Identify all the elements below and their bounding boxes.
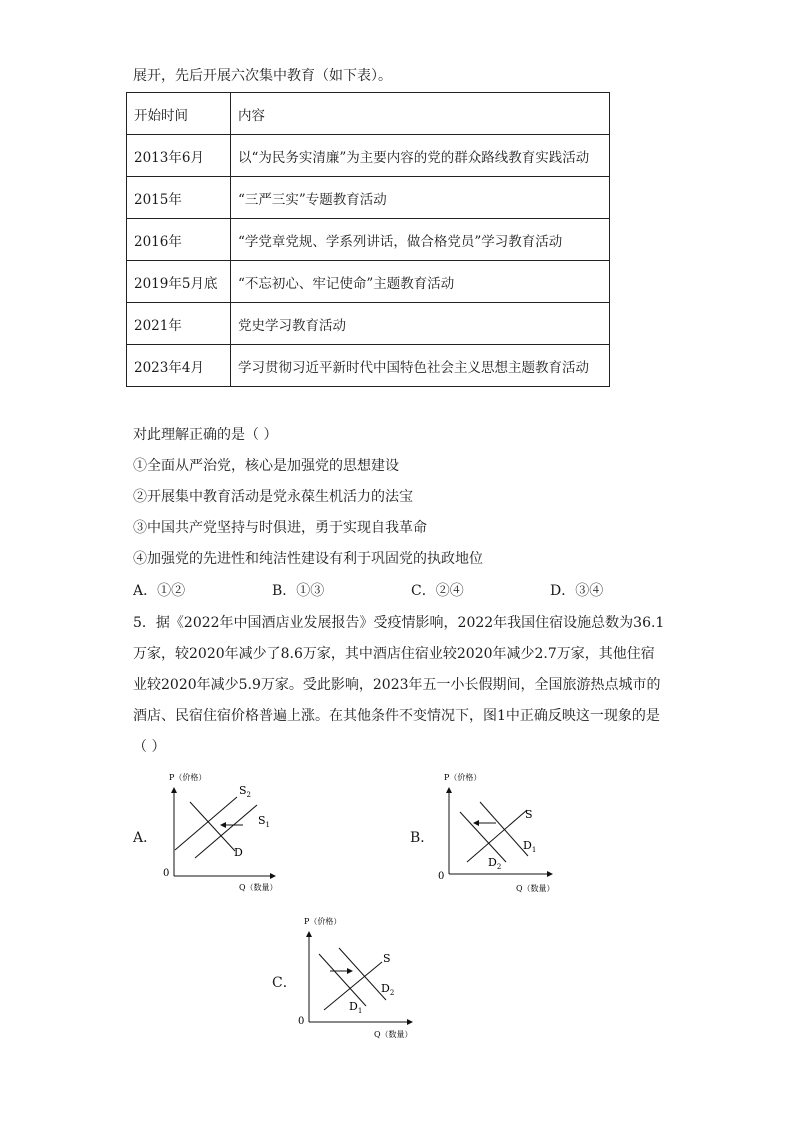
graph-a-origin: 0 (163, 868, 170, 879)
graph-c-label-d2: $D_2$ (381, 982, 395, 997)
cell-time: 2021年 (127, 303, 231, 345)
graph-a-curve-s1 (195, 805, 257, 858)
q5-line-4: 酒店、民宿住宿价格普遍上涨。在其他条件不变情况下，图1中正确反映这一现象的是 (133, 708, 660, 724)
graph-b-curve-d1 (480, 802, 528, 856)
cell-content: 党史学习教育活动 (231, 303, 610, 345)
graph-c-label-s: S (383, 952, 391, 965)
table-row (127, 135, 610, 177)
q4-stem: 对此理解正确的是（ ） (133, 427, 278, 443)
table-header-row (127, 93, 610, 135)
q5-line-2: 万家，较2020年减少了8.6万家，其中酒店住宿业较2020年减少2.7万家，其他住宿 (133, 646, 655, 662)
q4-statement-4: ④加强党的先进性和纯洁性建设有利于巩固党的执政地位 (133, 551, 483, 567)
cell-time: 2019年5月底 (127, 261, 231, 303)
graph-c-y-label: P（价格） (304, 917, 342, 926)
q5-line-5: （ ） (133, 739, 166, 755)
graph-c-label-d1: $D_1$ (349, 1000, 363, 1015)
q4-statement-1: ①全面从严治党，核心是加强党的思想建设 (133, 458, 399, 474)
intro-text: 展开，先后开展六次集中教育（如下表）。 (133, 68, 392, 84)
table-row (127, 219, 610, 261)
graph-b-label-s: S (525, 808, 533, 821)
table-row (127, 345, 610, 387)
graph-b-curve-d2 (460, 812, 506, 862)
q4-option-c[interactable]: C．②④ (411, 583, 464, 599)
q4-statement-2: ②开展集中教育活动是党永葆生机活力的法宝 (133, 489, 413, 505)
q4-option-b[interactable]: B．①③ (272, 583, 325, 599)
cell-content: “学党章党规、学系列讲话，做合格党员”学习教育活动 (231, 219, 610, 261)
table-row (127, 261, 610, 303)
graph-b-x-label: Q（数量） (516, 884, 555, 893)
cell-content: 以“为民务实清廉”为主要内容的党的群众路线教育实践活动 (231, 135, 610, 177)
graph-c-label[interactable]: C． (272, 975, 297, 991)
cell-time: 2015年 (127, 177, 231, 219)
q4-option-a[interactable]: A．①② (133, 583, 186, 599)
cell-content: 学习贯彻习近平新时代中国特色社会主义思想主题教育活动 (231, 345, 610, 387)
graph-b-label-d1: $D_1$ (523, 839, 537, 854)
q5-line-3: 业较2020年减少5.9万家。受此影响，2023年五一小长假期间，全国旅游热点城市的 (133, 677, 661, 693)
graph-a-label[interactable]: A． (133, 830, 158, 846)
graph-a-curve-s2 (175, 797, 237, 850)
graph-b-label-d2: $D_2$ (488, 856, 502, 871)
cell-time: 2013年6月 (127, 135, 231, 177)
graph-b-y-label: P（价格） (444, 773, 482, 782)
graph-a-label-d: D (234, 846, 243, 859)
table-row (127, 303, 610, 345)
graph-b (432, 770, 572, 895)
q4-statement-3: ③中国共产党坚持与时俱进，勇于实现自我革命 (133, 520, 427, 536)
graph-b-label[interactable]: B． (410, 830, 435, 846)
graph-c-curve-d1 (319, 954, 366, 1006)
table-row (127, 177, 610, 219)
cell-content: “三严三实”专题教育活动 (231, 177, 610, 219)
graph-a-label-s2: $S_2$ (239, 784, 252, 799)
cell-time: 2016年 (127, 219, 231, 261)
graph-a-label-s1: $S_1$ (258, 814, 271, 829)
graph-b-origin: 0 (438, 871, 445, 882)
graph-a-x-label: Q（数量） (239, 883, 278, 892)
graph-b-curve-s (467, 810, 527, 862)
graph-c (294, 912, 434, 1040)
header-start-time: 开始时间 (127, 93, 231, 135)
graph-c-x-label: Q（数量） (374, 1030, 413, 1039)
graph-a-y-label: P（价格） (169, 773, 207, 782)
cell-time: 2023年4月 (127, 345, 231, 387)
q5-line-1: 5．据《2022年中国酒店业发展报告》受疫情影响，2022年我国住宿设施总数为36.1 (133, 615, 665, 631)
education-table (126, 92, 610, 387)
graph-c-origin: 0 (298, 1016, 305, 1027)
graph-a (155, 770, 295, 895)
header-content: 内容 (231, 93, 610, 135)
q4-option-d[interactable]: D．③④ (550, 583, 604, 599)
cell-content: “不忘初心、牢记使命”主题教育活动 (231, 261, 610, 303)
